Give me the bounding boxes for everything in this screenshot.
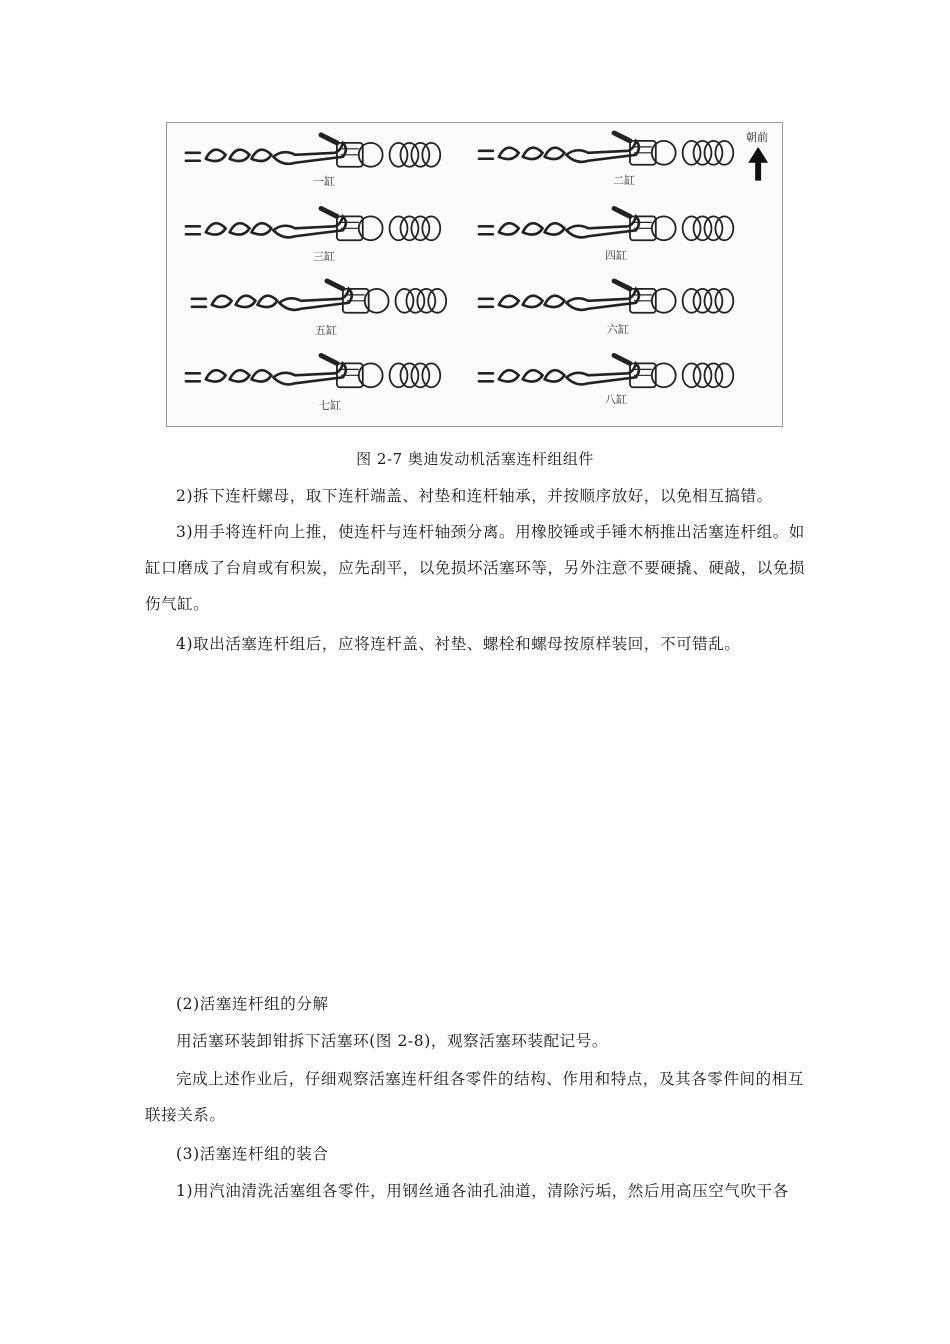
cylinder-7-piston-ring-3 [411,363,429,387]
cylinder-5-bearing-shell-2 [236,296,256,307]
cylinder-label-5: 五缸 [315,324,337,337]
paragraph-step-3: 3)用手将连杆向上推，使连杆与连杆轴颈分离。用橡胶锤或手锤木柄推出活塞连杆组。如缸口磨成了台肩或有积炭，应先刮平，以免损坏活塞环等，另外注意不要硬撬、硬敲，以免损伤气缸。 [145,523,806,613]
cylinder-6-piston-pin [614,281,630,289]
cylinder-label-7: 七缸 [319,399,341,412]
forward-arrow-head [748,147,768,163]
cylinder-1-piston-ring-2 [400,143,418,167]
cylinder-8-piston-ring-3 [704,363,722,387]
cylinder-4-piston-ring-4 [715,216,733,240]
cylinder-4-piston-ring-3 [704,216,722,240]
cylinder-5-piston-ring-3 [417,289,435,313]
cylinder-7-connecting-rod [273,363,346,384]
cylinder-3-connecting-rod [273,216,346,237]
cylinder-1-bearing-shell-1 [206,150,226,161]
cylinder-4-piston-ring-2 [694,216,712,240]
cylinder-3-piston-ring-3 [411,216,429,240]
cylinder-4-bearing-shell-2 [523,223,543,234]
cylinder-7-piston-ring-1 [390,363,408,387]
cylinder-1-piston-ring-3 [411,143,429,167]
cylinder-3-rod-cap [251,223,271,234]
cylinder-8-piston-pin [614,355,630,363]
cylinder-5-piston-ring-2 [406,289,424,313]
cylinder-1-connecting-rod [273,143,346,164]
cylinder-6-piston-ring-1 [683,289,701,313]
cylinder-5-piston-pin [327,281,343,289]
cylinder-label-3: 三缸 [313,250,335,263]
cylinder-7-piston-ring-4 [422,363,440,387]
cylinder-8-rod-cap [545,370,565,381]
figure-drawing [167,123,782,426]
cylinder-3-piston-ring-1 [390,216,408,240]
cylinder-2-bearing-shell-1 [499,148,519,159]
paragraph-step-4: 4)取出活塞连杆组后，应将连杆盖、衬垫、螺栓和螺母按原样装回，不可错乱。 [176,635,741,653]
cylinder-5-bearing-shell-1 [212,296,232,307]
cylinder-6-connecting-rod [566,289,639,310]
cylinder-5-rod-cap [257,296,277,307]
cylinder-2-bearing-shell-2 [523,148,543,159]
cylinder-7-rod-cap [251,370,271,381]
cylinder-7-piston-ring-2 [400,363,418,387]
cylinder-8-piston-ring-4 [715,363,733,387]
cylinder-4-connecting-rod [566,216,639,237]
cylinder-2-rod-cap [545,148,565,159]
cylinder-6-piston-ring-2 [694,289,712,313]
cylinder-4-rod-cap [545,223,565,234]
cylinder-4-piston-pin [614,208,630,216]
cylinder-6-bolts [479,299,493,307]
cylinder-label-4: 四缸 [605,249,627,262]
section-heading-disassembly: (2)活塞连杆组的分解 [176,995,329,1013]
cylinder-6-piston-ring-3 [704,289,722,313]
cylinder-7-bearing-shell-2 [230,370,250,381]
cylinder-1-piston-ring-1 [390,143,408,167]
cylinder-6-rod-cap [545,296,565,307]
section-heading-assembly: (3)活塞连杆组的装合 [176,1145,329,1163]
cylinder-4-piston-ring-1 [683,216,701,240]
cylinder-8-piston-ring-1 [683,363,701,387]
cylinder-3-bolts [186,226,200,234]
cylinder-label-8: 八缸 [605,393,627,406]
cylinder-8-connecting-rod [566,363,639,384]
cylinder-4-bolts [479,226,493,234]
cylinder-3-piston-ring-2 [400,216,418,240]
cylinder-3-bearing-shell-2 [230,223,250,234]
cylinder-2-piston-ring-1 [683,141,701,165]
cylinder-2-piston-pin [614,133,630,141]
cylinder-label-1: 一缸 [313,175,335,188]
cylinder-6-bearing-shell-2 [523,296,543,307]
cylinder-6-piston-ring-4 [715,289,733,313]
cylinder-2-connecting-rod [566,141,639,162]
cylinder-1-piston-pin [321,135,337,143]
cylinder-8-bearing-shell-2 [523,370,543,381]
cylinder-3-piston-pin [321,208,337,216]
cylinder-8-bearing-shell-1 [499,370,519,381]
cylinder-1-rod-cap [251,150,271,161]
cylinder-8-bolts [479,373,493,381]
cylinder-1-piston-ring-4 [422,143,440,167]
cylinder-label-6: 六缸 [607,323,629,336]
cylinder-7-piston-pin [321,355,337,363]
cylinder-label-2: 二缸 [613,174,635,187]
cylinder-5-connecting-rod [279,289,352,310]
paragraph-step-2: 2)拆下连杆螺母，取下连杆端盖、衬垫和连杆轴承，并按顺序放好，以免相互搞错。 [176,487,773,505]
piston-connecting-rod-figure [166,122,783,427]
cylinder-2-piston-ring-2 [694,141,712,165]
cylinder-1-bearing-shell-2 [230,150,250,161]
cylinder-1-bolts [186,153,200,161]
figure-caption: 图 2-7 奥迪发动机活塞连杆组组件 [356,450,594,468]
cylinder-4-bearing-shell-1 [499,223,519,234]
cylinder-5-bolts [192,299,206,307]
cylinder-8-piston-ring-2 [694,363,712,387]
cylinder-2-piston-ring-3 [704,141,722,165]
cylinder-6-bearing-shell-1 [499,296,519,307]
cylinder-2-piston-ring-4 [715,141,733,165]
paragraph-clean-parts: 1)用汽油清洗活塞组各零件，用钢丝通各油孔油道，清除污垢，然后用高压空气吹干各 [176,1182,789,1200]
cylinder-5-piston-ring-1 [396,289,414,313]
cylinder-7-bolts [186,373,200,381]
forward-arrow-label: 朝前 [746,131,768,144]
cylinder-3-bearing-shell-1 [206,223,226,234]
cylinder-3-piston-ring-4 [422,216,440,240]
cylinder-5-piston-ring-4 [428,289,446,313]
cylinder-2-bolts [479,151,493,159]
paragraph-remove-rings: 用活塞环装卸钳拆下活塞环(图 2-8)，观察活塞环装配记号。 [176,1032,608,1050]
cylinder-7-bearing-shell-1 [206,370,226,381]
paragraph-observe-parts: 完成上述作业后，仔细观察活塞连杆组各零件的结构、作用和特点，及其各零件间的相互联接关系。 [145,1070,804,1124]
